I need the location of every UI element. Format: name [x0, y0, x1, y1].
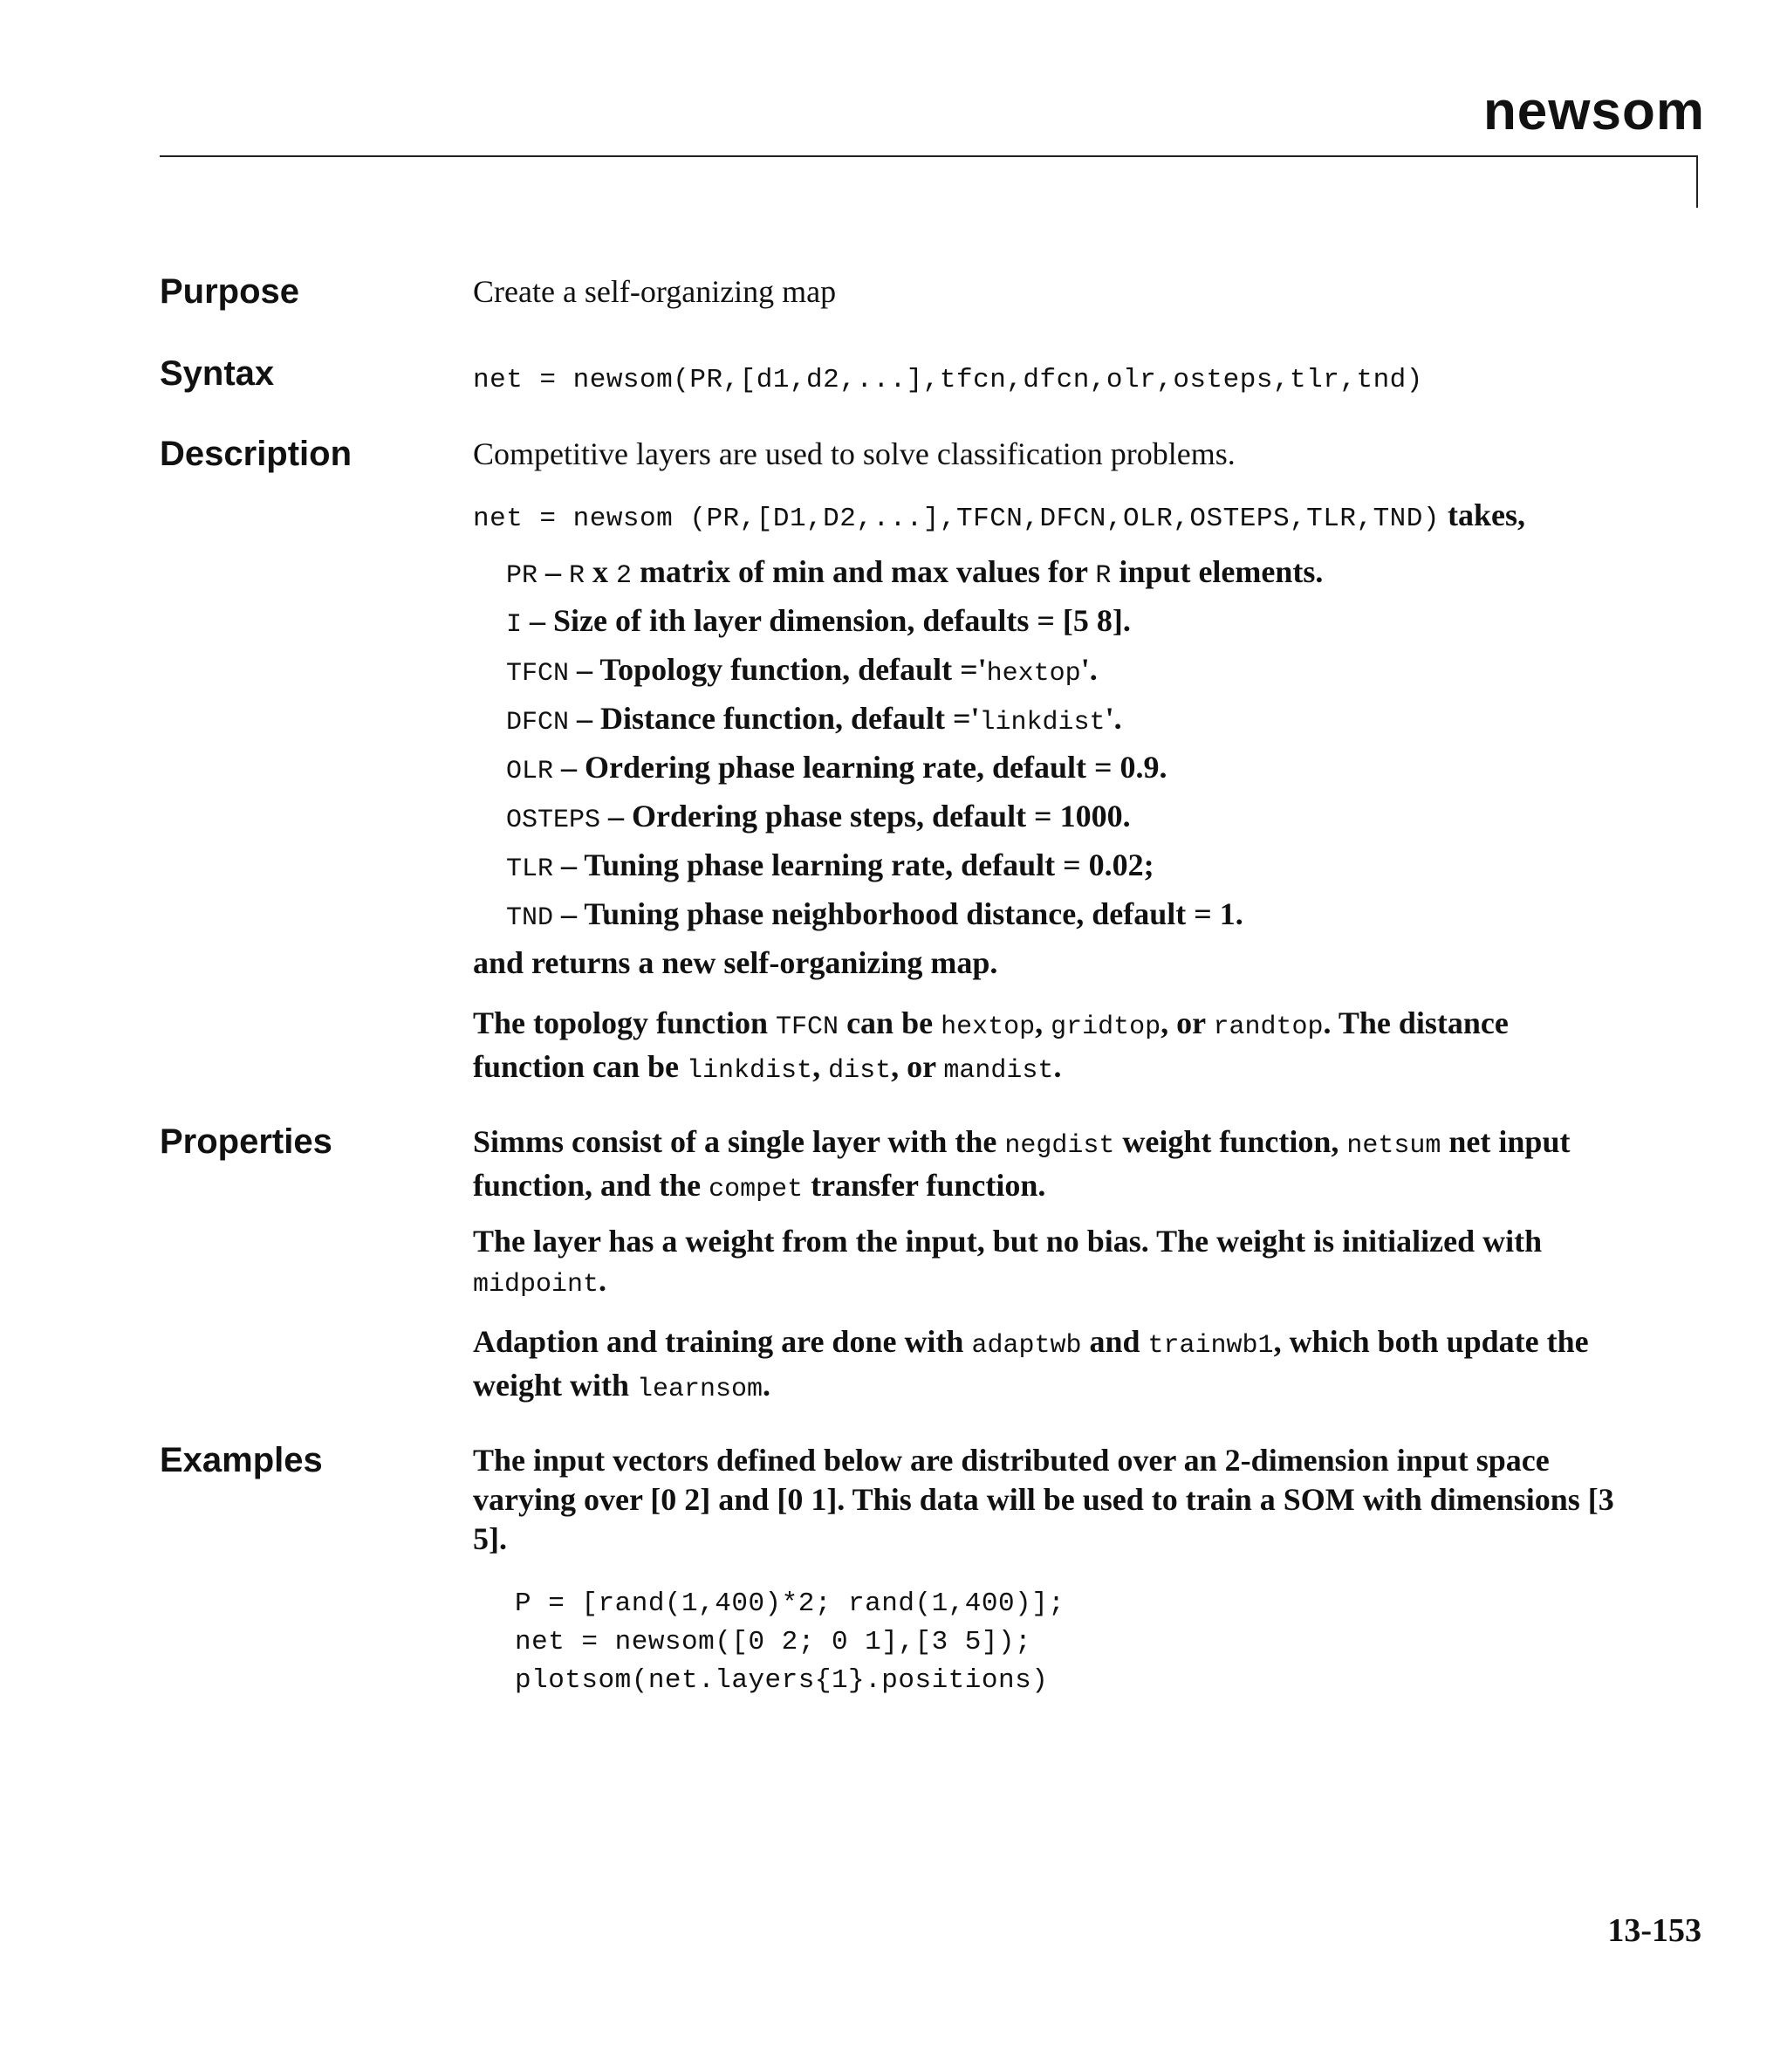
page-number: 13-153: [1607, 1912, 1701, 1949]
section-label-purpose: Purpose: [160, 272, 300, 311]
param-i: I – Size of ith layer dimension, defaults = [5 8].: [506, 603, 1131, 640]
param-olr: OLR – Ordering phase learning rate, default = 0.9.: [506, 750, 1167, 786]
param-dfcn: DFCN – Distance function, default ='linkdist'.: [506, 701, 1122, 738]
properties-p2: The layer has a weight from the input, but no bias. The weight is initialized with midpoint.: [473, 1224, 1543, 1300]
purpose-text: Create a self-organizing map: [473, 274, 837, 309]
section-label-description: Description: [160, 435, 353, 473]
description-topology: The topology function TFCN can be hextop, gridtop, or randtop. The distance function can be linkdist, dist, or mandist.: [473, 1005, 1509, 1086]
description-returns: and returns a new self-organizing map.: [473, 945, 998, 980]
param-pr: PR – R x 2 matrix of min and max values for R input elements.: [506, 554, 1324, 591]
section-label-properties: Properties: [160, 1122, 332, 1161]
properties-p1: Simms consist of a single layer with the negdist weight function, netsum net input function, and the compet transfer function.: [473, 1124, 1571, 1204]
header-rule: [160, 155, 1698, 157]
example-code-line-1: P = [rand(1,400)*2; rand(1,400)];: [515, 1588, 1065, 1619]
description-call: [473, 496, 1625, 539]
syntax-code: net = newsom(PR,[d1,d2,...],tfcn,dfcn,olr,osteps,tlr,tnd): [473, 365, 1423, 395]
param-tnd: TND – Tuning phase neighborhood distance, default = 1.: [506, 896, 1243, 933]
example-code-line-3: plotsom(net.layers{1}.positions): [515, 1665, 1049, 1696]
description-intro: Competitive layers are used to solve classification problems.: [473, 436, 1236, 471]
param-osteps: OSTEPS – Ordering phase steps, default = 1000.: [506, 799, 1131, 835]
example-code-line-2: net = newsom([0 2; 0 1],[3 5]);: [515, 1627, 1032, 1657]
section-label-syntax: Syntax: [160, 354, 275, 393]
description-call-tail: takes,: [1439, 497, 1525, 532]
page-title: newsom: [1482, 81, 1705, 141]
param-tlr: TLR – Tuning phase learning rate, default = 0.02;: [506, 847, 1154, 884]
header-rule-tick: [1696, 155, 1698, 208]
examples-intro: The input vectors defined below are distributed over an 2-dimension input space varying over [0 2] and [0 1]. This data will be used to train a SOM with dimensions [3 5].: [473, 1443, 1614, 1556]
param-tfcn: TFCN – Topology function, default ='hextop'.: [506, 652, 1098, 689]
section-label-examples: Examples: [160, 1441, 323, 1479]
description-call-code: net = newsom (PR,[D1,D2,...],TFCN,DFCN,OLR,OSTEPS,TLR,TND): [473, 504, 1440, 534]
properties-p3: Adaption and training are done with adaptwb and trainwb1, which both update the weight with learnsom.: [473, 1324, 1589, 1404]
